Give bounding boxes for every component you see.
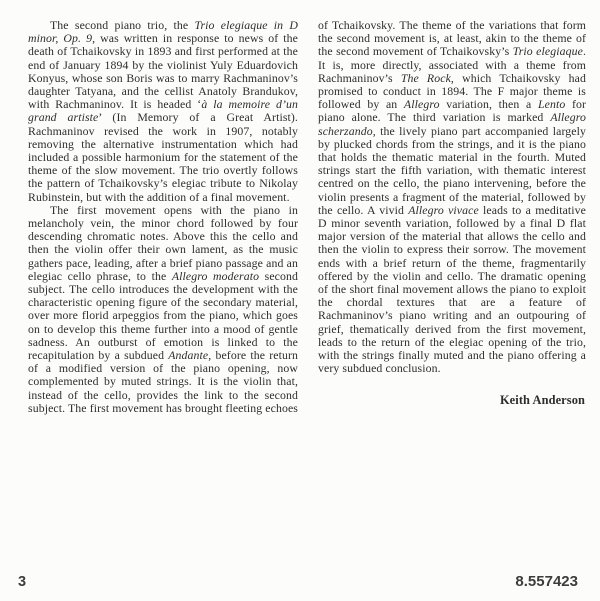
catalog-number: 8.557423 — [515, 573, 578, 590]
right-column — [318, 19, 586, 415]
paragraph — [28, 19, 298, 204]
text-segment: ’ (In Memory of a Great Artist). Rachmaninov revised the work in 1907, notably removing the alternative instrumentation which had included a possible harmonium for the statement of the theme of the slow movement. The trio overtly follows the pattern of Tchaikovsky’s elegiac tribute to Nikolay Rubinstein, but with the addition of a final movement. — [28, 110, 298, 204]
text-segment: The first movement opens with the piano in melancholy vein, the minor chord followed by four descending chromatic notes. Above this the cello and then the violin offer their own lament, as the music gathers pace, leading, after a brief piano passage and an elegiac cello phrase, to the — [28, 202, 298, 283]
text-segment: . It is, more directly, associated with a theme from Rachmaninov’s — [318, 44, 586, 85]
paragraph — [28, 204, 298, 415]
italic-text-segment: Allegro moderato — [171, 268, 260, 283]
text-segment: , was written in response to news of the death of Tchaikovsky in 1893 and first performed at the end of January 1894 by the violinist Yuly Eduardovich Konyus, whose son Boris was to marry Rachmaninov’s daughter Tatyana, and the cellist Anatoly Brandukov, with Rachmaninov. It is headed ‘ — [28, 31, 298, 112]
page-number: 3 — [18, 574, 27, 590]
text-segment: second subject. The cello introduces the development with the characteristic opening figure of the secondary material, over more florid arpeggios from the piano, which goes on to develop this theme further into a mood of gentle sadness. An outburst of emotion is linked to the recapitulation by a subdued — [28, 268, 298, 363]
italic-text-segment: Lento — [537, 97, 566, 112]
italic-text-segment: Trio elegiaque in D minor, Op. 9 — [28, 18, 298, 46]
italic-text-segment: Allegro — [403, 97, 440, 112]
right-column-text — [318, 19, 586, 375]
text-segment: for piano alone. The third variation is marked — [318, 97, 587, 125]
italic-text-segment: Trio elegiaque — [512, 44, 583, 59]
left-column — [28, 19, 298, 415]
text-segment: The second piano trio, the — [50, 18, 195, 32]
author-byline: Keith Anderson — [499, 393, 585, 408]
text-segment: of Tchaikovsky. The theme of the variations that form the second movement is, at least, akin to the theme of the second movement of Tchaikovsky’s — [318, 18, 586, 59]
paragraph — [318, 19, 586, 375]
text-segment: , before the return of a modified version of the piano opening, now complemented by muted strings. It is the violin that, instead of the cello, provides the link to the second subject. The first movement has brought fleeting echoes — [28, 348, 298, 415]
text-segment: leads to a meditative D minor seventh variation, followed by a final D flat major version of the material that allows the cello and then the violin to express their sorrow. The movement ends with a brief return of the theme, fragmentarily offered by the violin and cello. The dramatic opening of the short final movement allows the piano to exploit the chordal textures that are a feature of Rachmaninov’s piano writing and an outpouring of grief, thematically derived from the first movement, leads to the return of the elegiac opening of the trio, with the strings finally muted and the piano offering a very subdued conclusion. — [318, 202, 586, 376]
italic-text-segment: Allegro vivace — [408, 202, 479, 217]
text-segment: , which Tchaikovsky had promised to conduct in 1894. The F major theme is followed by an — [318, 70, 586, 112]
italic-text-segment: The Rock — [400, 70, 451, 85]
italic-text-segment: à la memoire d’un grand artiste — [28, 97, 298, 125]
text-segment: , the lively piano part accompanied largely by plucked chords from the strings, and it is the piano that holds the thematic material in the fourth. Muted strings start the fifth variation, with thematic interest centred on the cello, the piano intervening, before the violin presents a fragment of the material, followed by the cello. A vivid — [318, 123, 586, 217]
text-columns — [28, 19, 586, 415]
text-segment: variation, then a — [439, 97, 538, 112]
italic-text-segment: Andante — [168, 348, 209, 363]
italic-text-segment: Allegro scherzando — [318, 110, 586, 138]
